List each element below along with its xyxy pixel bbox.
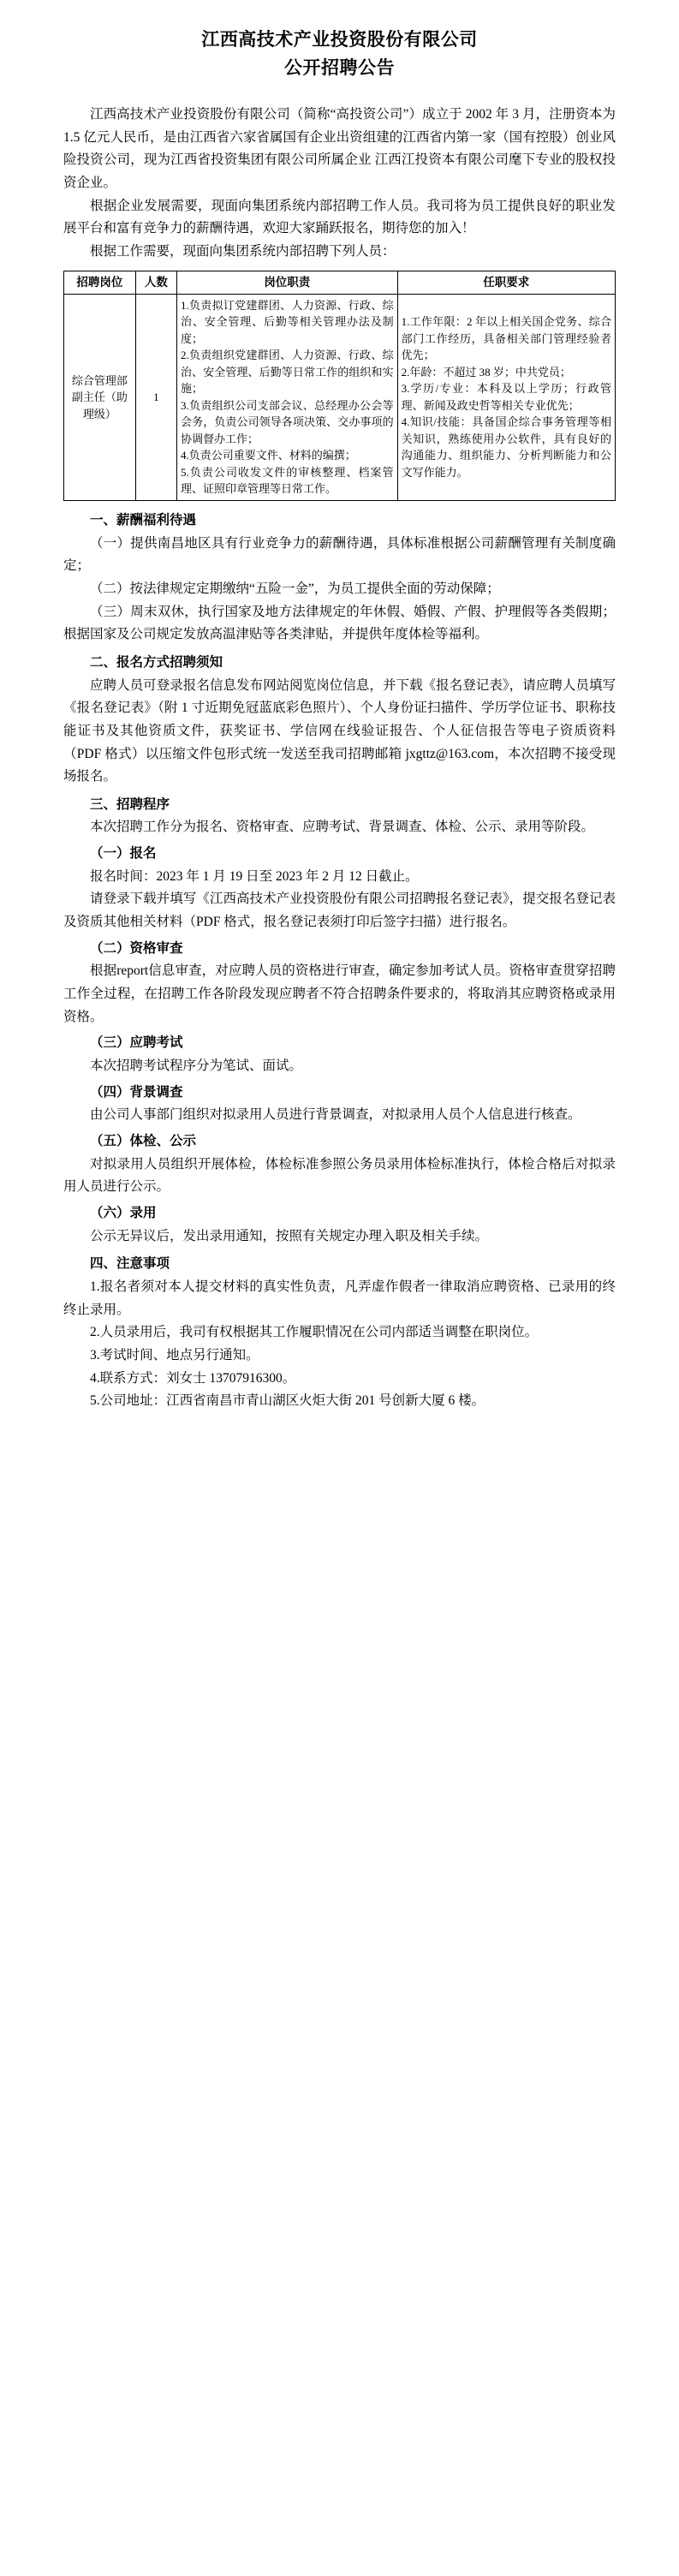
duty-item: 4.负责公司重要文件、材料的编撰； (181, 449, 356, 462)
cell-post: 综合管理部副主任（助理级） (64, 294, 136, 500)
table-header-row (64, 271, 616, 294)
title-line-1: 江西高技术产业投资股份有限公司 (201, 29, 478, 50)
section-4-paragraph-2: 2.人员录用后，我司有权根据其工作履职情况在公司内部适当调整在职岗位。 (90, 1325, 539, 1340)
duty-item: 1.负责拟订党建群团、人力资源、行政、综治、安全管理、后勤等相关管理办法及制度； (181, 298, 394, 345)
subsection-heading-3-4: （四）背景调查 (90, 1084, 183, 1100)
subsection-3-4-paragraph-1: 由公司人事部门组织对拟录用人员进行背景调查，对拟录用人员个人信息进行核查。 (90, 1107, 581, 1123)
cell-number: 1 (135, 294, 176, 500)
subsection-heading-3-3: （三）应聘考试 (90, 1035, 183, 1051)
table-header-number: 人数 (135, 271, 176, 294)
subsection-3-5-paragraph-1: 对拟录用人员组织开展体检，体检标准参照公务员录用体检标准执行，体检合格后对拟录用人员进行公示。 (63, 1156, 616, 1195)
requirement-item: 4.知识/技能：具备国企综合事务管理等相关知识，熟练使用办公软件，具有良好的沟通能力、组织能力、分析判断能力和公文写作能力。 (401, 415, 611, 479)
subsection-3-6-paragraph-1: 公示无异议后，发出录用通知，按照有关规定办理入职及相关手续。 (90, 1228, 489, 1243)
subsection-3-1-paragraph-2: 请登录下载并填写《江西高技术产业投资股份有限公司招聘报名登记表》，提交报名登记表及资质其他相关材料（PDF 格式，报名登记表须打印后签字扫描）进行报名。 (63, 891, 616, 930)
intro-paragraph-3: 根据工作需要，现面向集团系统内部招聘下列人员： (90, 244, 396, 259)
requirement-item: 1.工作年限：2 年以上相关国企党务、综合部门工作经历，具备相关部门管理经验者优先； (401, 315, 611, 362)
intro-paragraph-2: 根据企业发展需要，现面向集团系统内部招聘工作人员。我司将为员工提供良好的职业发展平台和富有竞争力的薪酬待遇，欢迎大家踊跃报名，期待您的加入！ (63, 198, 616, 236)
section-4-paragraph-3: 3.考试时间、地点另行通知。 (90, 1347, 259, 1363)
cell-duties (177, 294, 398, 500)
table-header-duties: 岗位职责 (177, 271, 398, 294)
duty-item: 5.负责公司收发文件的审核整理、档案管理、证照印章管理等日常工作。 (181, 465, 394, 496)
section-2-paragraph-1: 应聘人员可登录报名信息发布网站阅览岗位信息，并下载《报名登记表》，请应聘人员填写《报名登记表》（附 1 寸近期免冠蓝底彩色照片）、个人身份证扫描件、学历学位证书、职称技能证书及其他资质文件，获奖证书、学信网在线验证报告、个人征信报告等电子资质资料（PDF 格式）以压缩文件包形式统一发送至我司招聘邮箱 jxgttz@163.com，本次招聘不接受现场报名。 (63, 677, 616, 784)
subsection-heading-3-5: （五）体检、公示 (90, 1134, 197, 1148)
subsection-3-1-paragraph-1: 报名时间：2023 年 1 月 19 日至 2023 年 2 月 12 日截止。 (90, 868, 419, 884)
section-heading-4: 四、注意事项 (90, 1256, 170, 1272)
page-title (63, 26, 616, 81)
section-3-paragraph-1: 本次招聘工作分为报名、资格审查、应聘考试、背景调查、体检、公示、录用等阶段。 (90, 820, 595, 835)
subsection-heading-3-2: （二）资格审查 (90, 940, 183, 956)
table-header-post: 招聘岗位 (64, 271, 136, 294)
duty-item: 2.负责组织党建群团、人力资源、行政、综治、安全管理、后勤等日常工作的组织和实施； (181, 349, 394, 396)
section-4-paragraph-4: 4.联系方式：刘女士 13707916300。 (90, 1370, 296, 1386)
section-1-paragraph-2: （二）按法律规定定期缴纳“五险一金”，为员工提供全面的劳动保障； (90, 581, 500, 596)
section-4-paragraph-1: 1.报名者须对本人提交材料的真实性负责，凡弄虚作假者一律取消应聘资格、已录用的终终止录用。 (63, 1279, 616, 1317)
section-heading-1: 一、薪酬福利待遇 (90, 512, 197, 528)
section-heading-2: 二、报名方式招聘须知 (90, 654, 223, 670)
title-line-2: 公开招聘公告 (284, 57, 395, 78)
section-heading-3: 三、招聘程序 (90, 796, 170, 812)
cell-requirements (397, 294, 615, 500)
subsection-3-3-paragraph-1: 本次招聘考试程序分为笔试、面试。 (90, 1058, 303, 1074)
requirement-item: 3.学历/专业：本科及以上学历；行政管理、新闻及政史哲等相关专业优先； (401, 382, 611, 412)
section-1-paragraph-3: （三）周末双休，执行国家及地方法律规定的年休假、婚假、产假、护理假等各类假期；根据国家及公司规定发放高温津贴等各类津贴，并提供年度体检等福利。 (63, 604, 616, 642)
subsection-heading-3-6: （六）录用 (90, 1205, 157, 1220)
recruitment-table (63, 271, 616, 501)
duty-item: 3.负责组织公司支部会议、总经理办公会等会务，负责公司领导各项决策、交办事项的协调督办工作； (181, 398, 394, 445)
subsection-heading-3-1: （一）报名 (90, 846, 157, 862)
intro-paragraph-1: 江西高技术产业投资股份有限公司（简称“高投资公司”）成立于 2002 年 3 月，注册资本为 1.5 亿元人民币，是由江西省六家省属国有企业出资组建的江西省内第一家（国有控股）创业风险投资公司，现为江西省投资集团有限公司所属企业 江西江投资本有限公司麾下专业的股权投资企业。 (63, 107, 616, 191)
section-1-paragraph-1: （一）提供南昌地区具有行业竞争力的薪酬待遇，具体标准根据公司薪酬管理有关制度确定； (63, 535, 616, 574)
table-row (64, 294, 616, 500)
requirement-item: 2.年龄：不超过 38 岁；中共党员； (401, 365, 571, 379)
subsection-3-2-paragraph-1: 根据report信息审查，对应聘人员的资格进行审查，确定参加考试人员。资格审查贯穿招聘工作全过程，在招聘工作各阶段发现应聘者不符合招聘条件要求的，将取消其应聘资格或录用资格。 (63, 963, 616, 1024)
section-4-paragraph-5: 5.公司地址：江西省南昌市青山湖区火炬大街 201 号创新大厦 6 楼。 (90, 1393, 485, 1409)
table-header-requirements: 任职要求 (397, 271, 615, 294)
